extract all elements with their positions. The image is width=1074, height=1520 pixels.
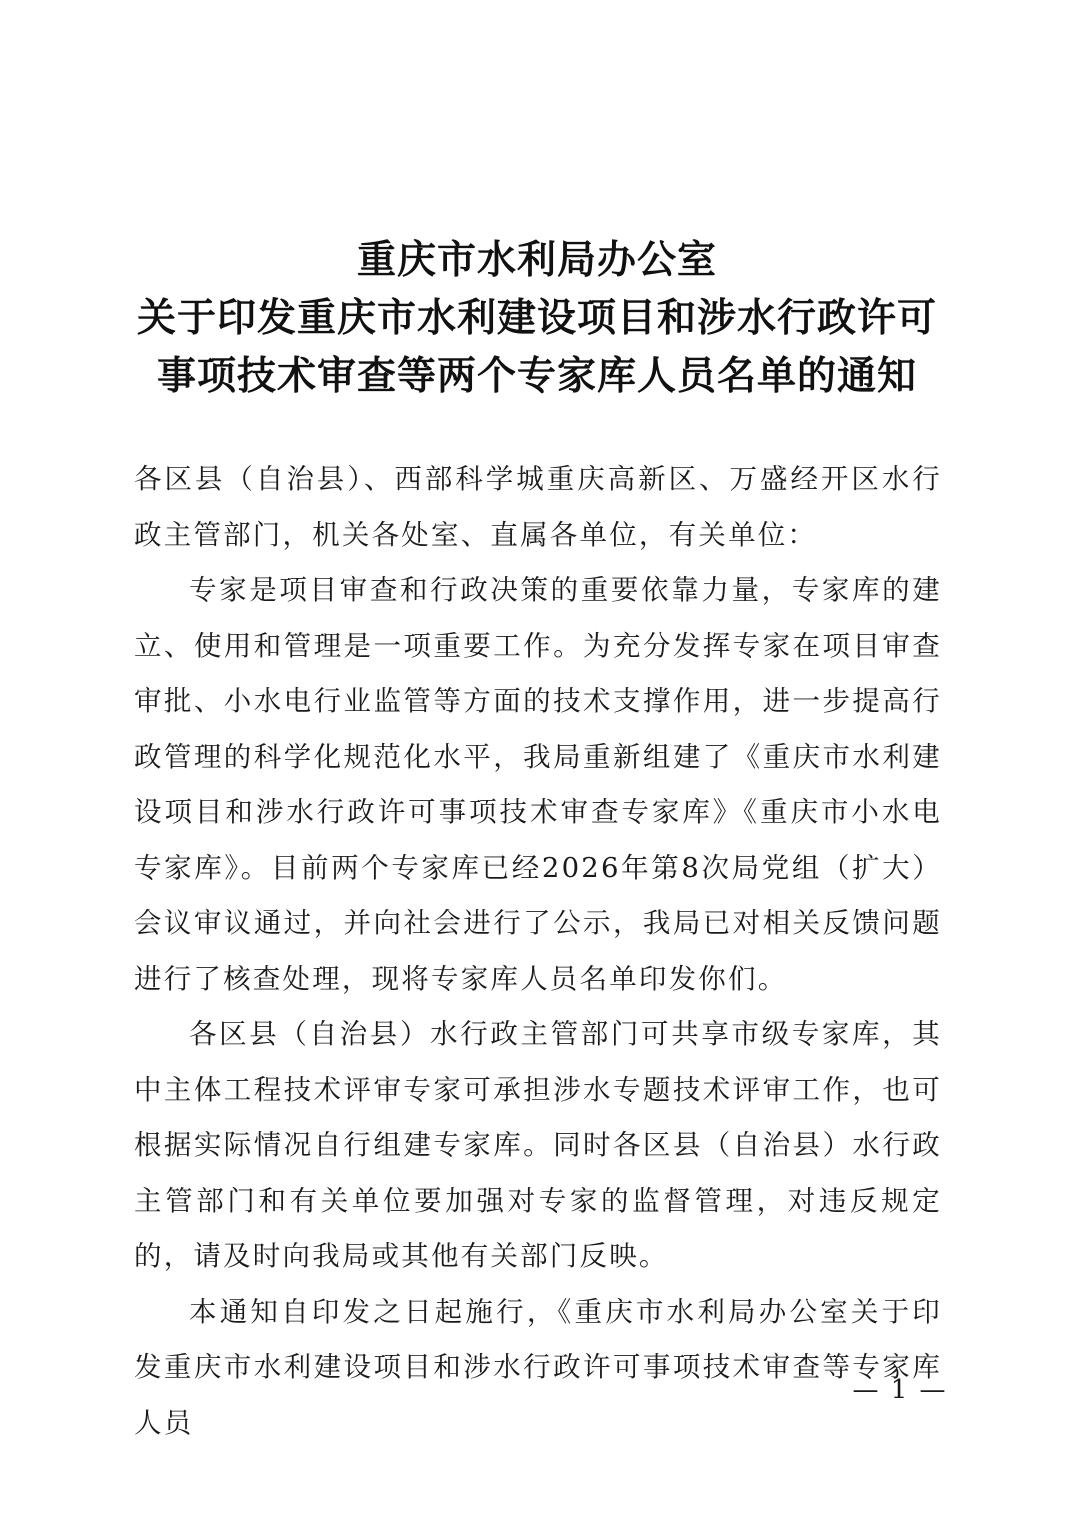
paragraph-2: 各区县（自治县）水行政主管部门可共享市级专家库，其中主体工程技术评审专家可承担涉水专题技术评审工作，也可根据实际情况自行组建专家库。同时各区县（自治县）水行政主管部门和有关单位要加强对专家的监督管理，对违反规定的，请及时向我局或其他有关部门反映。 [134, 1018, 942, 1272]
document-title [0, 232, 1074, 406]
page-number: — 1 — [852, 1375, 948, 1405]
addressee: 各区县（自治县）、西部科学城重庆高新区、万盛经开区水行政主管部门，机关各处室、直属各单位，有关单位： [134, 463, 942, 551]
paragraph-3: 本通知自印发之日起施行，《重庆市水利局办公室关于印发重庆市水利建设项目和涉水行政许可事项技术审查等专家库人员 [134, 1295, 942, 1439]
title-line-1: 重庆市水利局办公室 [356, 238, 717, 283]
paragraph-1: 专家是项目审查和行政决策的重要依靠力量，专家库的建立、使用和管理是一项重要工作。为充分发挥专家在项目审查审批、小水电行业监管等方面的技术支撑作用，进一步提高行政管理的科学化规范化水平，我局重新组建了《重庆市水利建设项目和涉水行政许可事项技术审查专家库》《重庆市小水电专家库》。目前两个专家库已经2026年第8次局党组（扩大）会议审议通过，并向社会进行了公示，我局已对相关反馈问题进行了核查处理，现将专家库人员名单印发你们。 [134, 574, 942, 995]
title-line-2: 关于印发重庆市水利建设项目和涉水行政许可 [136, 296, 937, 341]
title-line-3: 事项技术审查等两个专家库人员名单的通知 [156, 354, 917, 399]
document-body [134, 452, 942, 1451]
